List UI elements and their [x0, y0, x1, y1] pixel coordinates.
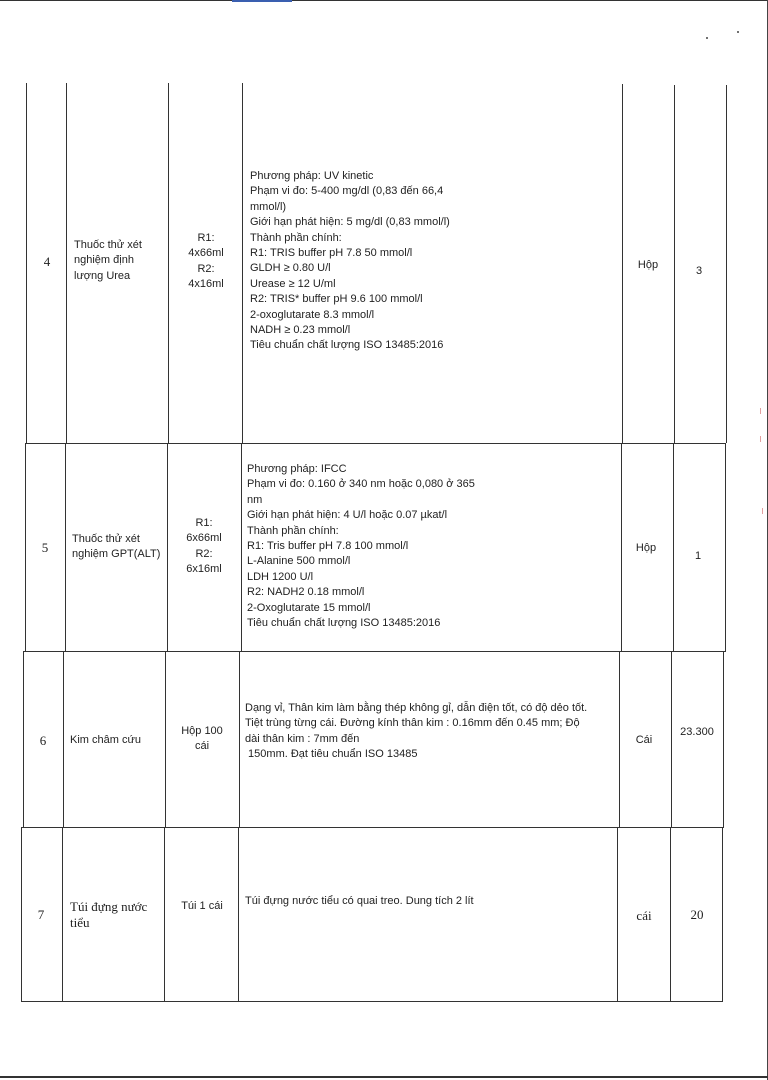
- table-border: [26, 443, 726, 444]
- table-border: [670, 827, 671, 1002]
- unit: Hộp: [635, 542, 657, 554]
- unit: cái: [636, 908, 652, 923]
- table-border: [167, 443, 168, 652]
- quantity: 23.300: [680, 726, 714, 738]
- table-border: [671, 651, 672, 828]
- table-border: [621, 443, 622, 652]
- technical-spec: Phương pháp: UV kinetic Phạm vi đo: 5-400 mg/dl (0,83 đến 66,4 mmol/l) Giới hạn phát hiện: 5 mg/dl (0,83 mmol/l) Thành phần chính: R1: TRIS buffer pH 7.8 50 mmol/l GLDH ≥ 0.80 U/l Urease ≥ 12 U/ml R2: TRIS* buffer pH 9.6 100 mmol/l 2-oxoglutarate 8.3 mmol/l NADH ≥ 0.23 mmol/l Tiêu chuẩn chất lượng ISO 13485:2016: [250, 170, 450, 352]
- table-border: [21, 827, 22, 1002]
- row-number: 7: [37, 907, 45, 922]
- table-border: [23, 651, 24, 828]
- quantity: 20: [690, 907, 704, 922]
- scan-border-top: [0, 0, 768, 1]
- table-border: [725, 443, 726, 652]
- table-border: [723, 651, 724, 828]
- table-border: [63, 651, 64, 828]
- packing: R1: 6x66ml R2: 6x16ml: [186, 517, 222, 576]
- row-number: 5: [41, 540, 49, 555]
- packing: Hộp 100 cái: [181, 725, 223, 753]
- table-border: [65, 443, 66, 652]
- item-name: Túi đựng nước tiểu: [70, 899, 148, 930]
- table-border: [164, 827, 165, 1002]
- table-border: [62, 827, 63, 1002]
- quantity: 1: [694, 550, 702, 562]
- table-border: [242, 83, 243, 443]
- item-name: Thuốc thử xét nghiệm GPT(ALT): [72, 533, 161, 561]
- scan-speck: [737, 31, 739, 33]
- table-border: [241, 443, 242, 652]
- item-name: Thuốc thử xét nghiệm định lượng Urea: [74, 239, 142, 282]
- unit: Hộp: [637, 259, 659, 271]
- table-border: [24, 651, 725, 652]
- table-border: [619, 651, 620, 828]
- table-border: [238, 827, 239, 1002]
- table-border: [617, 827, 618, 1002]
- quantity: 3: [695, 265, 703, 277]
- scan-speck: [760, 436, 761, 442]
- packing: R1: 4x66ml R2: 4x16ml: [188, 232, 224, 291]
- table-border: [674, 85, 675, 443]
- table-border: [22, 827, 724, 828]
- table-border: [25, 443, 26, 652]
- item-name: Kim châm cứu: [70, 734, 141, 746]
- table-border: [622, 84, 623, 443]
- table-border: [673, 443, 674, 652]
- table-border: [722, 827, 723, 1002]
- table-border: [26, 83, 27, 443]
- scan-mark: [232, 0, 292, 2]
- unit: Cái: [635, 734, 653, 746]
- table-border: [239, 651, 240, 828]
- scan-speck: [706, 37, 708, 39]
- technical-spec: Phương pháp: IFCC Phạm vi đo: 0.160 ở 340 nm hoặc 0,080 ở 365 nm Giới hạn phát hiện: 4 U/l hoặc 0.07 µkat/l Thành phần chính: R1: Tris buffer pH 7.8 100 mmol/l L-Alanine 500 mmol/l LDH 1200 U/l R2: NADH2 0.18 mmol/l 2-Oxoglutarate 15 mmol/l Tiêu chuẩn chất lượng ISO 13485:2016: [247, 463, 475, 630]
- scan-speck: [760, 408, 761, 414]
- row-number: 4: [43, 254, 51, 269]
- scan-speck: [762, 508, 763, 514]
- table-border: [726, 85, 727, 443]
- row-number: 6: [39, 733, 47, 748]
- technical-spec: Túi đựng nước tiểu có quai treo. Dung tích 2 lít: [245, 895, 474, 907]
- technical-spec: Dạng vỉ, Thân kim làm bằng thép không gỉ, dẫn điện tốt, có độ dẻo tốt. Tiệt trùng từng cái. Đường kính thân kim : 0.16mm đến 0.45 mm; Độ dài thân kim : 7mm đến 150mm. Đạt tiêu chuẩn ISO 13485: [245, 702, 588, 761]
- table-border: [165, 651, 166, 828]
- table-border: [66, 83, 67, 443]
- table-border: [21, 1001, 723, 1002]
- table-border: [168, 83, 169, 443]
- scan-border-bottom: [0, 1076, 768, 1078]
- packing: Túi 1 cái: [181, 900, 223, 912]
